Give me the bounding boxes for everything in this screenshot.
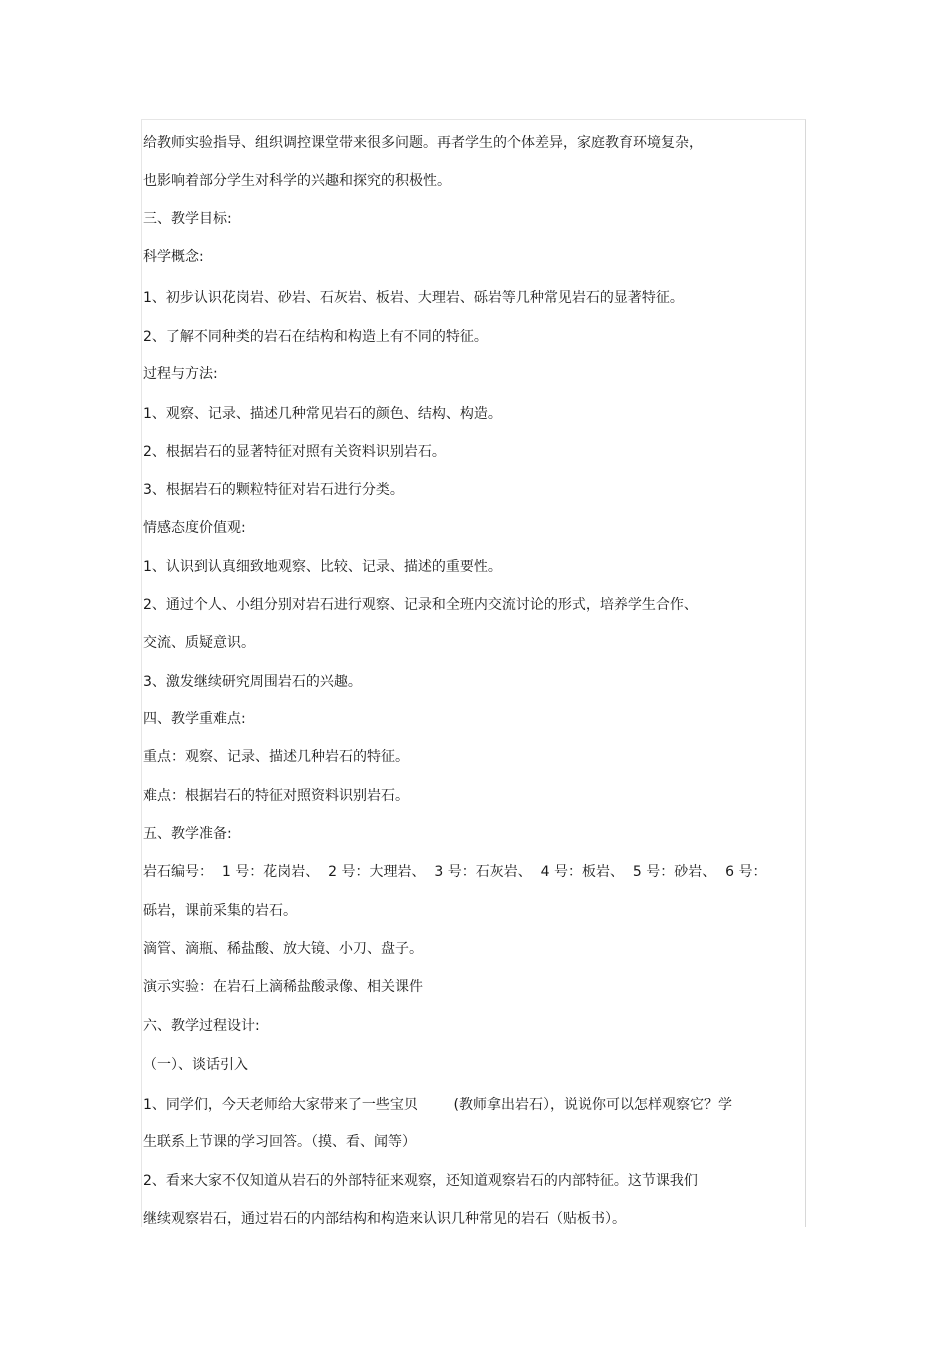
list-item: 2、了解不同种类的岩石在结构和构造上有不同的特征。 bbox=[143, 329, 488, 345]
subheading: 过程与方法: bbox=[143, 366, 218, 382]
list-item: 1、同学们，今天老师给大家带来了一些宝贝 (教师拿出岩石），说说你可以怎样观察它？学 bbox=[143, 1097, 732, 1113]
section-heading: 四、教学重难点: bbox=[143, 711, 246, 727]
text-line: 滴管、滴瓶、稀盐酸、放大镜、小刀、盘子。 bbox=[143, 941, 423, 957]
subheading: 情感态度价值观: bbox=[143, 520, 246, 536]
list-item: 1、初步认识花岗岩、砂岩、石灰岩、板岩、大理岩、砾岩等几种常见岩石的显著特征。 bbox=[143, 290, 684, 306]
text-line: 重点：观察、记录、描述几种岩石的特征。 bbox=[143, 749, 409, 765]
list-item: 3、激发继续研究周围岩石的兴趣。 bbox=[143, 674, 362, 690]
text-line: 继续观察岩石，通过岩石的内部结构和构造来认识几种常见的岩石（贴板书）。 bbox=[143, 1211, 626, 1227]
text-line: 也影响着部分学生对科学的兴趣和探究的积极性。 bbox=[143, 173, 451, 189]
subheading: 科学概念: bbox=[143, 249, 204, 265]
text-line: 岩石编号： 1 号：花岗岩、 2 号：大理岩、 3 号：石灰岩、 4 号：板岩、 5 号：砂岩、 6 号： bbox=[143, 864, 767, 880]
subheading: （一）、谈话引入 bbox=[143, 1057, 248, 1073]
text-line: 给教师实验指导、组织调控课堂带来很多问题。再者学生的个体差异，家庭教育环境复杂， bbox=[143, 135, 703, 151]
list-item: 2、通过个人、小组分别对岩石进行观察、记录和全班内交流讨论的形式，培养学生合作、 bbox=[143, 597, 698, 613]
section-heading: 三、教学目标: bbox=[143, 211, 232, 227]
section-heading: 五、教学准备: bbox=[143, 826, 232, 842]
text-line: 砾岩，课前采集的岩石。 bbox=[143, 903, 297, 919]
list-item: 1、观察、记录、描述几种常见岩石的颜色、结构、构造。 bbox=[143, 406, 502, 422]
text-line: 难点：根据岩石的特征对照资料识别岩石。 bbox=[143, 788, 409, 804]
text-line: 生联系上节课的学习回答。（摸、看、闻等） bbox=[143, 1134, 416, 1150]
text-line: 演示实验：在岩石上滴稀盐酸录像、相关课件 bbox=[143, 979, 423, 995]
list-item: 1、认识到认真细致地观察、比较、记录、描述的重要性。 bbox=[143, 559, 502, 575]
list-item: 3、根据岩石的颗粒特征对岩石进行分类。 bbox=[143, 482, 404, 498]
list-item: 2、根据岩石的显著特征对照有关资料识别岩石。 bbox=[143, 444, 446, 460]
section-heading: 六、教学过程设计: bbox=[143, 1018, 260, 1034]
list-item: 2、看来大家不仅知道从岩石的外部特征来观察，还知道观察岩石的内部特征。这节课我们 bbox=[143, 1173, 698, 1189]
text-line: 交流、质疑意识。 bbox=[143, 635, 255, 651]
